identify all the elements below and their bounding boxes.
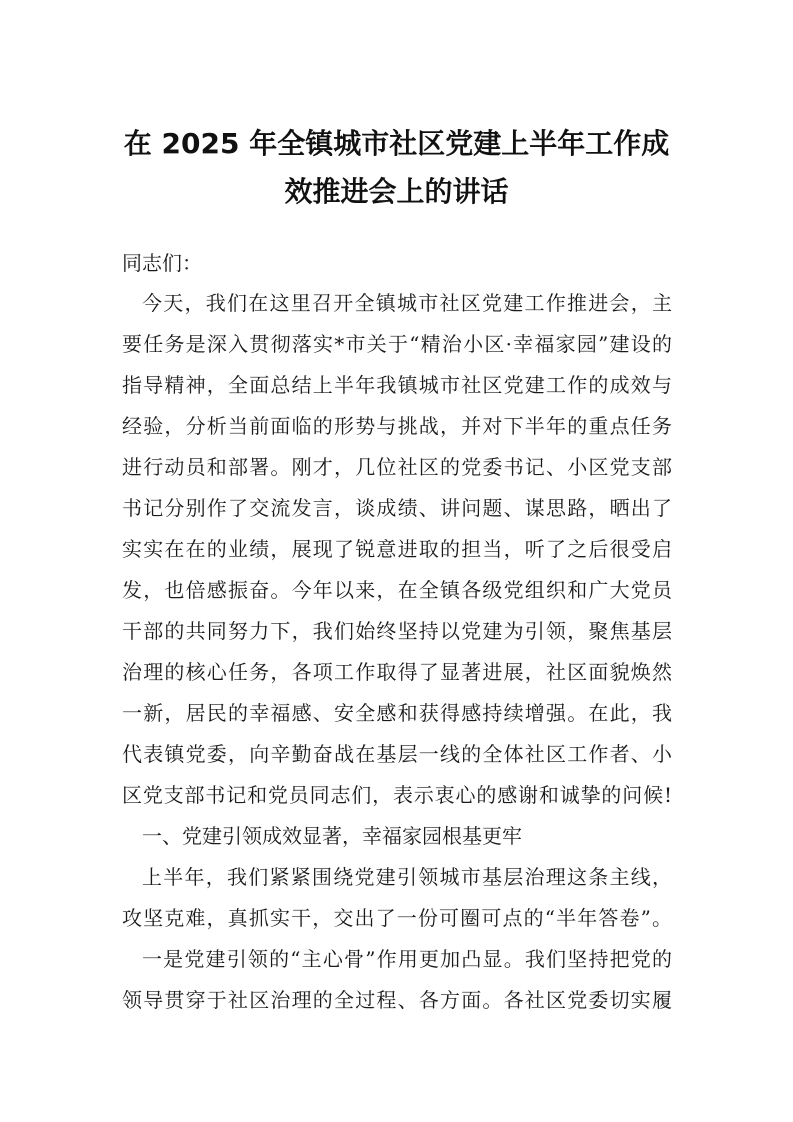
paragraph-line: 要任务是深入贯彻落实*市关于“精治小区·幸福家园”建设的 (122, 332, 672, 356)
paragraph-line: 今天，我们在这里召开全镇城市社区党建工作推进会，主 (142, 291, 672, 315)
document-title-line-1: 在 2025 年全镇城市社区党建上半年工作成 (123, 127, 670, 160)
paragraph-line: 发，也倍感振奋。今年以来，在全镇各级党组织和广大党员 (122, 578, 672, 602)
paragraph-line: 领导贯穿于社区治理的全过程、各方面。各社区党委切实履 (122, 988, 672, 1012)
section-heading: 一、党建引领成效显著，幸福家园根基更牢 (142, 824, 522, 848)
paragraph-line: 一是党建引领的“主心骨”作用更加凸显。我们坚持把党的 (142, 947, 672, 971)
paragraph-line: 治理的核心任务，各项工作取得了显著进展，社区面貌焕然 (122, 660, 672, 684)
paragraph-line: 上半年，我们紧紧围绕党建引领城市基层治理这条主线， (142, 865, 672, 889)
salutation: 同志们： (122, 251, 202, 275)
paragraph-line: 干部的共同努力下，我们始终坚持以党建为引领，聚焦基层 (122, 619, 672, 643)
paragraph-line: 攻坚克难，真抓实干，交出了一份可圈可点的“半年答卷”。 (122, 906, 672, 930)
paragraph-line: 书记分别作了交流发言，谈成绩、讲问题、谋思路，晒出了 (122, 496, 672, 520)
paragraph-line: 区党支部书记和党员同志们，表示衷心的感谢和诚挚的问候! (122, 783, 672, 807)
paragraph-line: 代表镇党委，向辛勤奋战在基层一线的全体社区工作者、小 (122, 742, 672, 766)
paragraph-line: 实实在在的业绩，展现了锐意进取的担当，听了之后很受启 (122, 537, 672, 561)
paragraph-line: 进行动员和部署。刚才，几位社区的党委书记、小区党支部 (122, 455, 672, 479)
paragraph-line: 一新，居民的幸福感、安全感和获得感持续增强。在此，我 (122, 701, 672, 725)
paragraph-line: 指导精神，全面总结上半年我镇城市社区党建工作的成效与 (122, 373, 672, 397)
document-title-line-2: 效推进会上的讲话 (284, 175, 509, 208)
paragraph-line: 经验，分析当前面临的形势与挑战，并对下半年的重点任务 (122, 414, 672, 438)
